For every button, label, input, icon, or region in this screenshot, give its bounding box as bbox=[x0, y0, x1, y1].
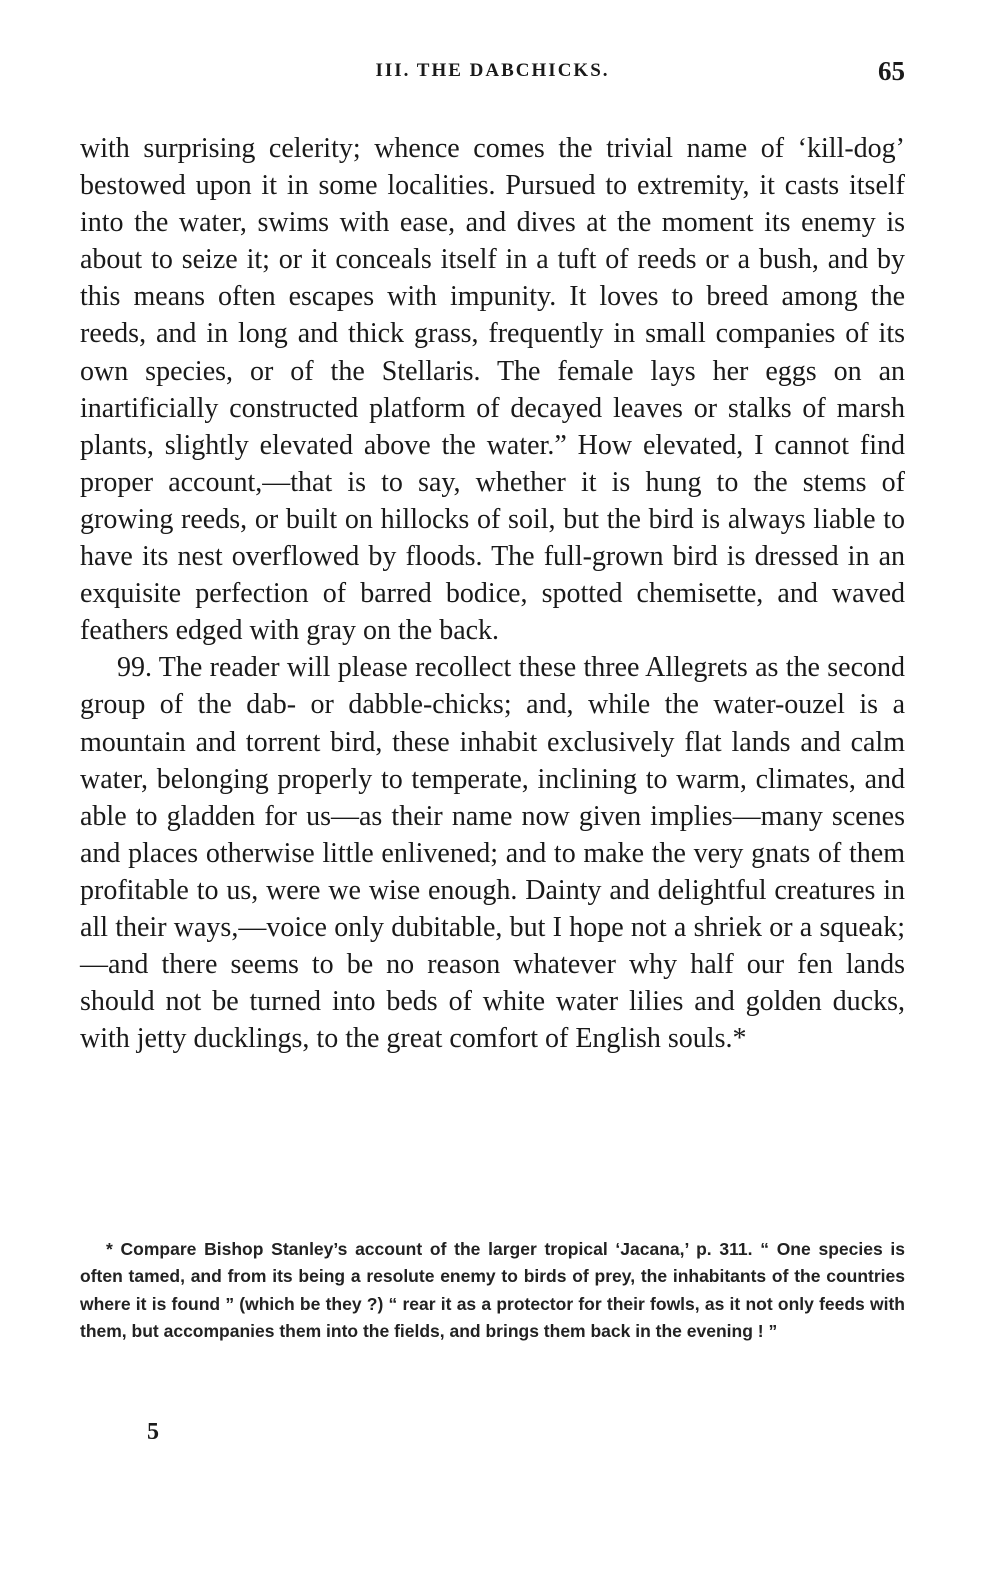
footnote bbox=[80, 1236, 905, 1346]
body-text bbox=[80, 130, 905, 1057]
running-head bbox=[80, 56, 905, 88]
signature-mark: 5 bbox=[147, 1419, 159, 1445]
paragraph-continued: with surprising celerity; whence comes the trivial name of ‘kill-dog’ bestowed upon it in some localities. Pursued to extremity, it casts itself into the water, swims with ease, and dives at the moment its enemy is about to seize it; or it conceals itself in a tuft of reeds or a bush, and by this means often escapes with impunity. It loves to breed among the reeds, and in long and thick grass, frequently in small companies of its own species, or of the Stellaris. The female lays her eggs on an inartificially constructed platform of decayed leaves or stalks of marsh plants, slightly elevated above the water.” How elevated, I cannot find proper account,—that is to say, whether it is hung to the stems of growing reeds, or built on hillocks of soil, but the bird is always liable to have its nest overflowed by floods. The full-grown bird is dressed in an exquisite perfection of barred bodice, spotted chemisette, and waved feathers edged with gray on the back. bbox=[80, 133, 905, 647]
footnote-text: * Compare Bishop Stanley’s account of the larger tropical ‘Jacana,’ p. 311. “ One species is often tamed, and from its being a resolute enemy to birds of prey, the inhabitants of the countries where it is found ” (which be they ?) “ rear it as a protector for their fowls, as it not only feeds with them, but accompanies them into the fields, and brings them back in the evening ! ” bbox=[80, 1239, 905, 1342]
page-number: 65 bbox=[878, 56, 905, 86]
paragraph-99: 99. The reader will please recollect these three Allegrets as the second group of the dab- or dabble-chicks; and, while the water-ouzel is a mountain and torrent bird, these inhabit exclusively flat lands and calm water, belonging properly to temperate, inclining to warm, climates, and able to gladden for us—as their name now given implies—many scenes and places otherwise little enlivened; and to make the very gnats of them profitable to us, were we wise enough. Dainty and delightful creatures in all their ways,—voice only dubitable, but I hope not a shriek or a squeak;—and there seems to be no reason whatever why half our fen lands should not be turned into beds of white water lilies and golden ducks, with jetty ducklings, to the great comfort of English souls.* bbox=[80, 652, 905, 1055]
running-title: III. THE DABCHICKS. bbox=[375, 60, 610, 81]
